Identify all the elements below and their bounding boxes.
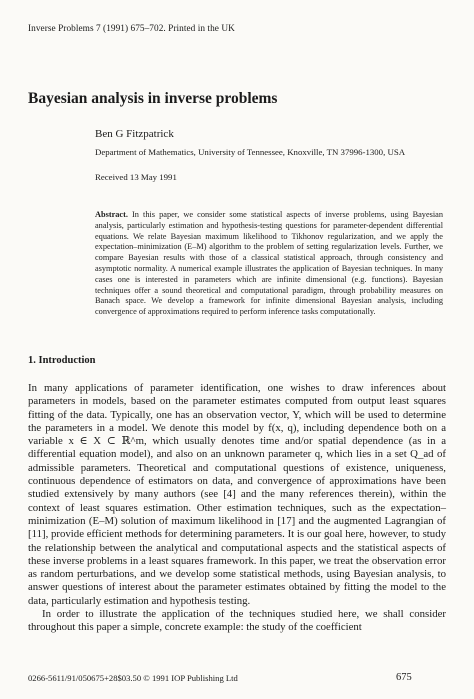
abstract-text: In this paper, we consider some statistical aspects of inverse problems, using Bayesian analysis, particularly estimation and hypothesis-testing questions for parameter-dependent differential equations. We relate Bayesian maximum likelihood to Tikhonov regularization, and we apply the expectation–minimization (E–M) algorithm to the problem of setting regularization levels. Further, we compare Bayesian results with those of a classical statistical approach, through consistency and asymptotic normality. A numerical example illustrates the application of Bayesian techniques. In many cases one is interested in parameters which are infinite dimensional (e.g. functions). Bayesian techniques offer a sound theoretical and computational paradigm, through probability measures on Banach space. We develop a framework for infinite dimensional Bayesian analysis, including convergence of approximations required to perform inference tasks computationally. <box>95 210 443 317</box>
author-affiliation: Department of Mathematics, University of Tennessee, Knoxville, TN 37996-1300, USA <box>95 147 406 157</box>
journal-header: Inverse Problems 7 (1991) 675–702. Printed in the UK <box>28 24 235 34</box>
paragraph-1: In many applications of parameter identification, one wishes to draw inferences about parameters in models, based on the parameter estimates computed from output least squares fitting of the data. Typically, one has an observation vector, Y, which will be used to determine the parameters in a model. We denote this model by f(x, q), including dependence both on a variable x ∈ X ⊂ ℝ^m, which usually denotes time and/or spatial dependence (as in a differential equation model), and also on an unknown parameter q, which lies in a set Q_ad of admissible parameters. Theoretical and computational questions of existence, uniqueness, continuous dependence of estimators on data, and convergence of approximations have been studied extensively by many authors (see [4] and the many references therein), within the context of least squares estimation. Other estimation techniques, such as the expectation–minimization (E–M) solution of maximum likelihood in [17] and the augmented Lagrangian of [11], provide efficient methods for determining parameters. It is our goal here, however, to study the relationship between the analytical and computational aspects and the statistical aspects of these inverse problems in a least squares framework. In this paper, we treat the observation error as random perturbations, and we develop some statistical methods, using Bayesian analysis, to answer questions of interest about the parameter estimates obtained by fitting the model to the data, particularly estimation and hypothesis testing. <box>28 382 446 607</box>
abstract <box>95 210 443 318</box>
abstract-label: Abstract. <box>95 210 128 219</box>
body-text <box>28 382 446 635</box>
section-heading: 1. Introduction <box>28 355 96 366</box>
footer-code: 0266-5611/91/050675+28$03.50 © 1991 IOP Publishing Ltd <box>28 673 238 683</box>
received-date: Received 13 May 1991 <box>95 172 177 182</box>
page-number: 675 <box>396 672 412 683</box>
paragraph-2: In order to illustrate the application of the techniques studied here, we shall consider throughout this paper a simple, concrete example: the study of the coefficient <box>28 608 446 634</box>
author-name: Ben G Fitzpatrick <box>95 128 174 140</box>
paper-title: Bayesian analysis in inverse problems <box>28 90 278 107</box>
